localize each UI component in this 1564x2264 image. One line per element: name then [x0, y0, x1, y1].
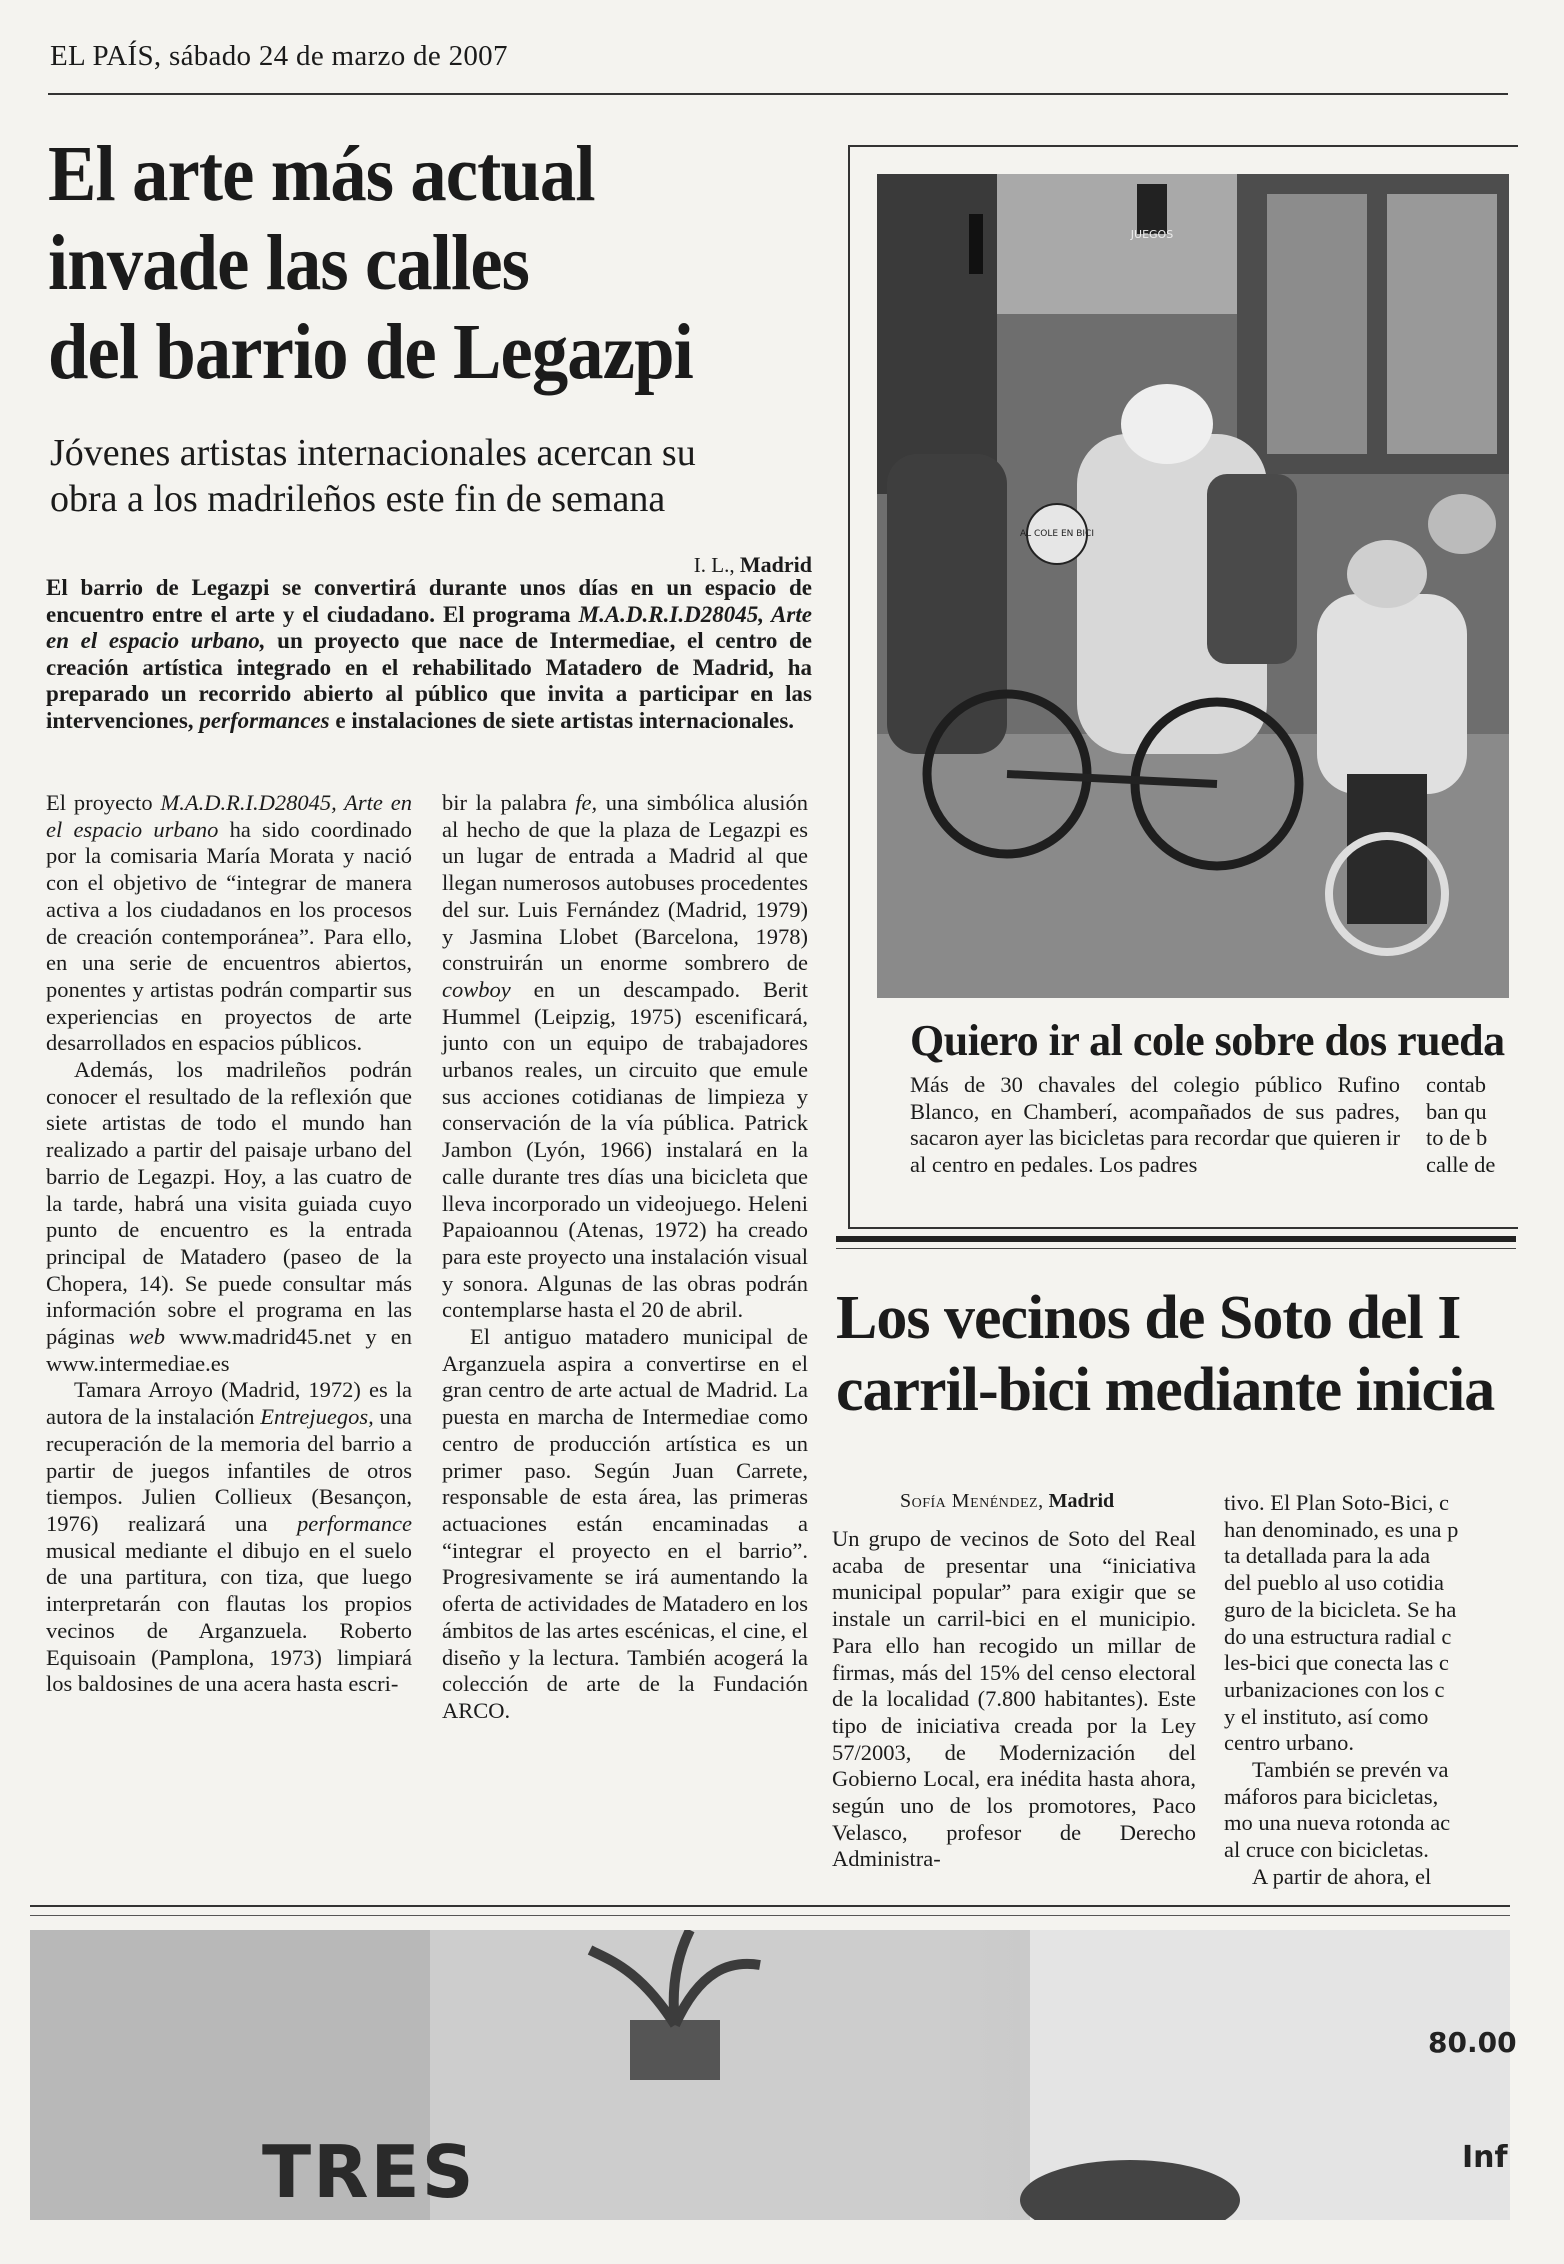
paragraph: bir la palabra fe, una simbólica alusión al hecho de que la plaza de Legazpi es un lugar de entrada a Madrid al que llegan numerosos autobuses procedentes del sur. Luis Fernández (Madrid, 1979) y Jasmina Llobet (Barcelona, 1978) construirán un enorme sombrero de cowboy en un descampado. Berit Hummel (Leipzig, 1975) escenificará, junto con un equipo de trabajadores urbanos reales, un circuito que emule sus acciones cotidianas de limpieza y conservación de la vía pública. Patrick Jambon (Lyón, 1966) instalará en la calle durante tres días una bicicleta que lleva incorporado un videojuego. Heleni Papaioannou (Atenas, 1972) ha creado para este proyecto una instalación visual y sonora. Algunas de las obras podrán contemplarse hasta el 20 de abril.: [442, 790, 808, 1323]
news-photo: [877, 174, 1509, 998]
article2-column-2: [1224, 1490, 1506, 1891]
paragraph: Tamara Arroyo (Madrid, 1972) es la autora de la instalación Entrejuegos, una recuperación de la memoria del barrio a partir de juegos infantiles de otros tiempos. Julien Collieux (Besançon, 1976) realizará una performance musical mediante el dibujo en el suelo de una partitura, con tiza, que luego interpretarán con flautas los propios vecinos de Arganzuela. Roberto Equisoain (Pamplona, 1973) limpiará los baldosines de una acera hasta escri-: [46, 1377, 412, 1697]
byline-place: Madrid: [1048, 1490, 1115, 1512]
section-rule-thin: [836, 1248, 1516, 1249]
byline-place: Madrid: [739, 552, 812, 577]
section-rule-thick: [836, 1236, 1516, 1242]
text-line: centro urbano.: [1224, 1730, 1354, 1756]
text-line: A partir de ahora, el: [1252, 1863, 1432, 1889]
lead-text: e instalaciones de siete artistas internacionales.: [329, 707, 795, 733]
photo-caption-headline: Quiero ir al cole sobre dos rueda: [910, 1016, 1505, 1065]
article2-column-1: [832, 1500, 1196, 1873]
text-line: y el instituto, así como: [1224, 1703, 1429, 1729]
caption-line: calle de: [1426, 1151, 1496, 1177]
article1-column-1: [46, 790, 412, 1698]
headline-line-1: Los vecinos de Soto del I: [836, 1284, 1461, 1352]
caption-line: contab: [1426, 1072, 1486, 1097]
ad-brand-text: TRES: [262, 2130, 476, 2214]
text-line: ta detallada para la ada: [1224, 1543, 1431, 1569]
street-sign-text: JUEGOS: [1130, 228, 1174, 241]
article1-subhead: Jóvenes artistas internacionales acercan su obra a los madrileños este fin de semana: [50, 432, 696, 520]
ad-rule: [30, 1915, 1510, 1916]
caption-line: to de b: [1426, 1125, 1488, 1150]
article1-lead: [46, 575, 812, 734]
paragraph: El antiguo matadero municipal de Arganzuela aspira a convertirse en el gran centro de arte actual de Madrid. La puesta en marcha de Intermediae como centro de producción artística es un primer paso. Según Juan Carrete, responsable de esta área, las primeras actuaciones están encaminadas a “integrar el proyecto en el barrio”. Progresivamente se irá aumentando la oferta de actividades de Matadero en los ámbitos de las artes escénicas, el cine, el diseño y la lectura. También acogerá la colección de arte de la Fundación ARCO.: [442, 1324, 808, 1723]
headline-line-1: El arte más actual: [48, 131, 595, 218]
text-line: mo una nueva rotonda ac: [1224, 1810, 1451, 1836]
paragraph: Un grupo de vecinos de Soto del Real acaba de presentar una “iniciativa municipal popular” para exigir que se instale un carril-bici en el municipio. Para ello han recogido un millar de firmas, más del 15% del censo electoral de la localidad (7.800 habitantes). Este tipo de iniciativa creada por la Ley 57/2003, de Modernización del Gobierno Local, era inédita hasta ahora, según uno de los promotores, Paco Velasco, profesor de Derecho Administra-: [832, 1526, 1196, 1872]
byline-initials: I. L.,: [693, 553, 735, 577]
lead-text: El barrio de Legazpi se convertirá durante unos días en un espacio de encuentro entre el arte y el ciudadano. El programa: [46, 575, 812, 627]
text-line: del pueblo al uso cotidia: [1224, 1570, 1444, 1596]
advertisement: [30, 1930, 1510, 2220]
bici-sign-text: AL COLE EN BICI: [1019, 529, 1095, 539]
text-line: guro de la bicicleta. Se ha: [1224, 1596, 1457, 1622]
lead-italic: performances: [199, 707, 330, 733]
text-line: han denominado, es una p: [1224, 1516, 1459, 1542]
article1-column-2: [442, 790, 808, 1725]
caption-line: ban qu: [1426, 1098, 1487, 1124]
text-line: urbanizaciones con los c: [1224, 1676, 1445, 1702]
ad-partial-text: Inf: [1462, 2140, 1508, 2175]
text-line: También se prevén va: [1252, 1757, 1449, 1783]
ad-rule: [30, 1905, 1510, 1907]
article1-headline: [48, 130, 747, 397]
lead-text: un proyecto que nace de Intermediae, el centro de creación artística integrado en el rehabilitado Matadero de Madrid, ha preparado un recorrido abierto al público que invita a participar en las intervenciones,: [46, 628, 812, 733]
paragraph: Además, los madrileños podrán conocer el resultado de la reflexión que siete artistas de todo el mundo han realizado a partir del paisaje urbano del barrio de Legazpi. Hoy, a las cuatro de la tarde, habrá una visita guiada cuyo punto de encuentro es la entrada principal de Matadero (paseo de la Chopera, 14). Se puede consultar más información sobre el programa en las páginas web www.madrid45.net y en www.intermediae.es: [46, 1057, 412, 1376]
text-line: al cruce con bicicletas.: [1224, 1837, 1429, 1863]
paragraph: El proyecto M.A.D.R.I.D28045, Arte en el espacio urbano ha sido coordinado por la comisaria María Morata y nació con el objetivo de “integrar de manera activa a los ciudadanos en los procesos de creación contemporánea”. Para ello, en una serie de encuentros abiertos, ponentes y artistas podrán compartir sus experiencias en proyectos de arte desarrollados en espacios públicos.: [46, 790, 412, 1056]
article2-headline: [836, 1282, 1516, 1426]
text-line: les-bici que conecta las c: [1224, 1650, 1449, 1676]
byline-author: Sofía Menéndez,: [900, 1490, 1044, 1512]
masthead: EL PAÍS, sábado 24 de marzo de 2007: [50, 40, 508, 72]
lead-italic: M.A.D.R.I.D28045, Arte en el espacio urbano,: [46, 601, 812, 653]
text-line: do una estructura radial c: [1224, 1623, 1452, 1649]
text-line: tivo. El Plan Soto-Bici, c: [1224, 1490, 1449, 1515]
top-rule: [48, 93, 1508, 95]
ad-number: 80.00: [1428, 2026, 1517, 2059]
children-on-bicycles-illustration: [877, 174, 1509, 998]
headline-line-3: del barrio de Legazpi: [48, 309, 693, 396]
ad-background-illustration: [30, 1930, 1510, 2220]
photo-caption-continued: [1426, 1072, 1512, 1178]
photo-caption-text: Más de 30 chavales del colegio público Rufino Blanco, en Chamberí, acompañados de sus padres, sacaron ayer las bicicletas para recordar que quieren ir al centro en pedales. Los padres: [910, 1072, 1400, 1177]
text-line: máforos para bicicletas,: [1224, 1783, 1439, 1809]
headline-line-2: invade las calles: [48, 220, 530, 307]
headline-line-2: carril-bici mediante inicia: [836, 1356, 1495, 1424]
